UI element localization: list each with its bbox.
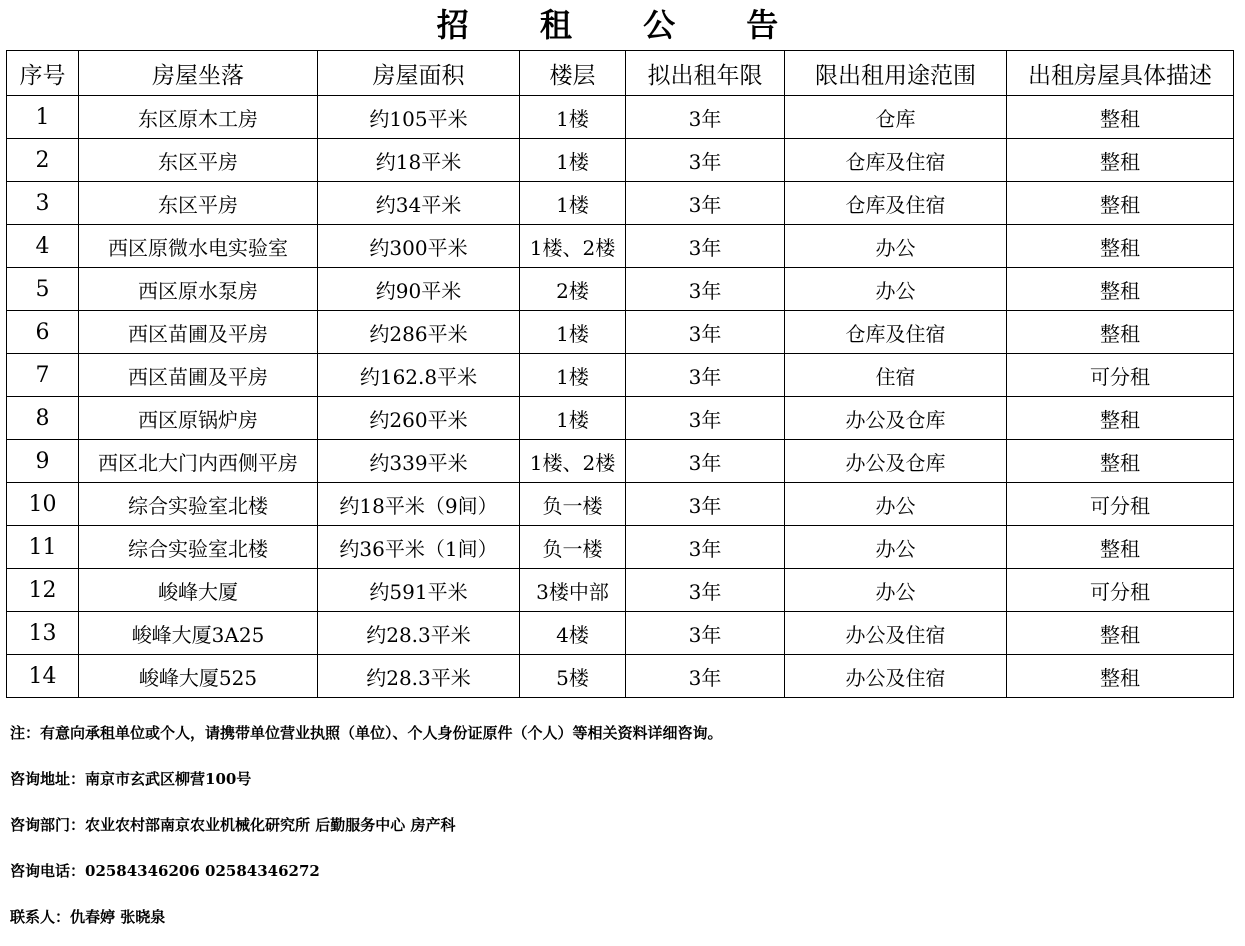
table-cell: 约18平米: [318, 139, 520, 182]
table-cell: 1楼、2楼: [520, 440, 626, 483]
table-cell: 东区平房: [79, 182, 318, 225]
table-row: [7, 182, 1234, 225]
table-cell: 约300平米: [318, 225, 520, 268]
table-cell: 约36平米（1间）: [318, 526, 520, 569]
column-header: 楼层: [520, 51, 626, 96]
table-cell: 约18平米（9间）: [318, 483, 520, 526]
note-remark: 注：有意向承租单位或个人，请携带单位营业执照（单位）、个人身份证原件（个人）等相关资料详细咨询。: [10, 724, 723, 742]
table-cell: 约591平米: [318, 569, 520, 612]
table-cell: 3年: [626, 526, 785, 569]
table-cell: 整租: [1007, 311, 1234, 354]
table-body: [7, 96, 1234, 698]
table-header-row: [7, 51, 1234, 96]
table-cell: 8: [7, 397, 79, 440]
table-cell: 9: [7, 440, 79, 483]
table-cell: 负一楼: [520, 483, 626, 526]
table-cell: 3楼中部: [520, 569, 626, 612]
table-cell: 11: [7, 526, 79, 569]
table-cell: 约162.8平米: [318, 354, 520, 397]
table-cell: 约28.3平米: [318, 655, 520, 698]
table-cell: 1楼: [520, 311, 626, 354]
table-cell: 4楼: [520, 612, 626, 655]
table-cell: 1楼: [520, 354, 626, 397]
table-cell: 13: [7, 612, 79, 655]
table-row: [7, 225, 1234, 268]
table-cell: 3年: [626, 182, 785, 225]
column-header: 房屋坐落: [79, 51, 318, 96]
table-cell: 1楼: [520, 182, 626, 225]
table-cell: 约286平米: [318, 311, 520, 354]
table-cell: 峻峰大厦3A25: [79, 612, 318, 655]
table-cell: 整租: [1007, 397, 1234, 440]
table-row: [7, 655, 1234, 698]
table-cell: 1楼、2楼: [520, 225, 626, 268]
table-cell: 10: [7, 483, 79, 526]
table-cell: 仓库及住宿: [785, 311, 1007, 354]
note-phone: 咨询电话：02584346206 02584346272: [10, 862, 320, 880]
table-cell: 1楼: [520, 96, 626, 139]
table-cell: 可分租: [1007, 354, 1234, 397]
table-cell: 综合实验室北楼: [79, 483, 318, 526]
table-cell: 整租: [1007, 182, 1234, 225]
table-cell: 可分租: [1007, 483, 1234, 526]
table-cell: 约339平米: [318, 440, 520, 483]
table-cell: 整租: [1007, 526, 1234, 569]
table-cell: 3年: [626, 225, 785, 268]
table-cell: 约28.3平米: [318, 612, 520, 655]
table-cell: 3年: [626, 311, 785, 354]
table-cell: 仓库及住宿: [785, 182, 1007, 225]
column-header: 房屋面积: [318, 51, 520, 96]
table-row: [7, 612, 1234, 655]
notes-section: [10, 716, 1230, 946]
table-cell: 5楼: [520, 655, 626, 698]
table-cell: 4: [7, 225, 79, 268]
table-cell: 1楼: [520, 397, 626, 440]
table-cell: 12: [7, 569, 79, 612]
table-cell: 住宿: [785, 354, 1007, 397]
rental-table: [6, 50, 1234, 698]
column-header: 限出租用途范围: [785, 51, 1007, 96]
table-cell: 1: [7, 96, 79, 139]
table-cell: 1楼: [520, 139, 626, 182]
table-cell: 综合实验室北楼: [79, 526, 318, 569]
table-row: [7, 483, 1234, 526]
table-row: [7, 139, 1234, 182]
note-department: 咨询部门：农业农村部南京农业机械化研究所 后勤服务中心 房产科: [10, 816, 456, 834]
table-cell: 整租: [1007, 268, 1234, 311]
table-cell: 3年: [626, 354, 785, 397]
table-cell: 5: [7, 268, 79, 311]
table-cell: 办公: [785, 483, 1007, 526]
table-cell: 3年: [626, 655, 785, 698]
table-cell: 2楼: [520, 268, 626, 311]
table-row: [7, 397, 1234, 440]
table-cell: 西区苗圃及平房: [79, 311, 318, 354]
table-cell: 整租: [1007, 225, 1234, 268]
table-cell: 3年: [626, 397, 785, 440]
table-cell: 东区平房: [79, 139, 318, 182]
column-header: 序号: [7, 51, 79, 96]
table-cell: 7: [7, 354, 79, 397]
table-row: [7, 526, 1234, 569]
table-cell: 3年: [626, 569, 785, 612]
note-contacts: 联系人：仇春婷 张晓泉: [10, 908, 166, 926]
page-title: 招 租 公 告: [436, 6, 809, 44]
table-cell: 仓库及住宿: [785, 139, 1007, 182]
table-cell: 西区原水泵房: [79, 268, 318, 311]
table-cell: 约260平米: [318, 397, 520, 440]
table-cell: 3年: [626, 268, 785, 311]
table-row: [7, 354, 1234, 397]
table-cell: 办公: [785, 225, 1007, 268]
table-cell: 约105平米: [318, 96, 520, 139]
table-cell: 14: [7, 655, 79, 698]
table-cell: 整租: [1007, 655, 1234, 698]
table-cell: 办公及仓库: [785, 397, 1007, 440]
table-row: [7, 268, 1234, 311]
table-cell: 东区原木工房: [79, 96, 318, 139]
table-cell: 峻峰大厦: [79, 569, 318, 612]
table-cell: 负一楼: [520, 526, 626, 569]
table-row: [7, 440, 1234, 483]
table-cell: 仓库: [785, 96, 1007, 139]
table-cell: 2: [7, 139, 79, 182]
table-cell: 约90平米: [318, 268, 520, 311]
table-cell: 3年: [626, 96, 785, 139]
table-cell: 西区原微水电实验室: [79, 225, 318, 268]
table-cell: 办公及住宿: [785, 612, 1007, 655]
table-cell: 办公及住宿: [785, 655, 1007, 698]
table-cell: 整租: [1007, 612, 1234, 655]
table-cell: 可分租: [1007, 569, 1234, 612]
table-cell: 整租: [1007, 440, 1234, 483]
table-cell: 3年: [626, 612, 785, 655]
table-cell: 办公: [785, 526, 1007, 569]
table-cell: 办公: [785, 268, 1007, 311]
note-address: 咨询地址：南京市玄武区柳营100号: [10, 770, 252, 788]
table-cell: 办公及仓库: [785, 440, 1007, 483]
table-cell: 办公: [785, 569, 1007, 612]
table-cell: 整租: [1007, 139, 1234, 182]
table-cell: 6: [7, 311, 79, 354]
table-cell: 西区北大门内西侧平房: [79, 440, 318, 483]
table-row: [7, 311, 1234, 354]
table-cell: 3: [7, 182, 79, 225]
table-row: [7, 96, 1234, 139]
table-cell: 峻峰大厦525: [79, 655, 318, 698]
column-header: 出租房屋具体描述: [1007, 51, 1234, 96]
table-cell: 整租: [1007, 96, 1234, 139]
table-cell: 西区苗圃及平房: [79, 354, 318, 397]
table-cell: 3年: [626, 139, 785, 182]
table-row: [7, 569, 1234, 612]
table-cell: 约34平米: [318, 182, 520, 225]
column-header: 拟出租年限: [626, 51, 785, 96]
table-cell: 3年: [626, 440, 785, 483]
table-cell: 西区原锅炉房: [79, 397, 318, 440]
table-cell: 3年: [626, 483, 785, 526]
